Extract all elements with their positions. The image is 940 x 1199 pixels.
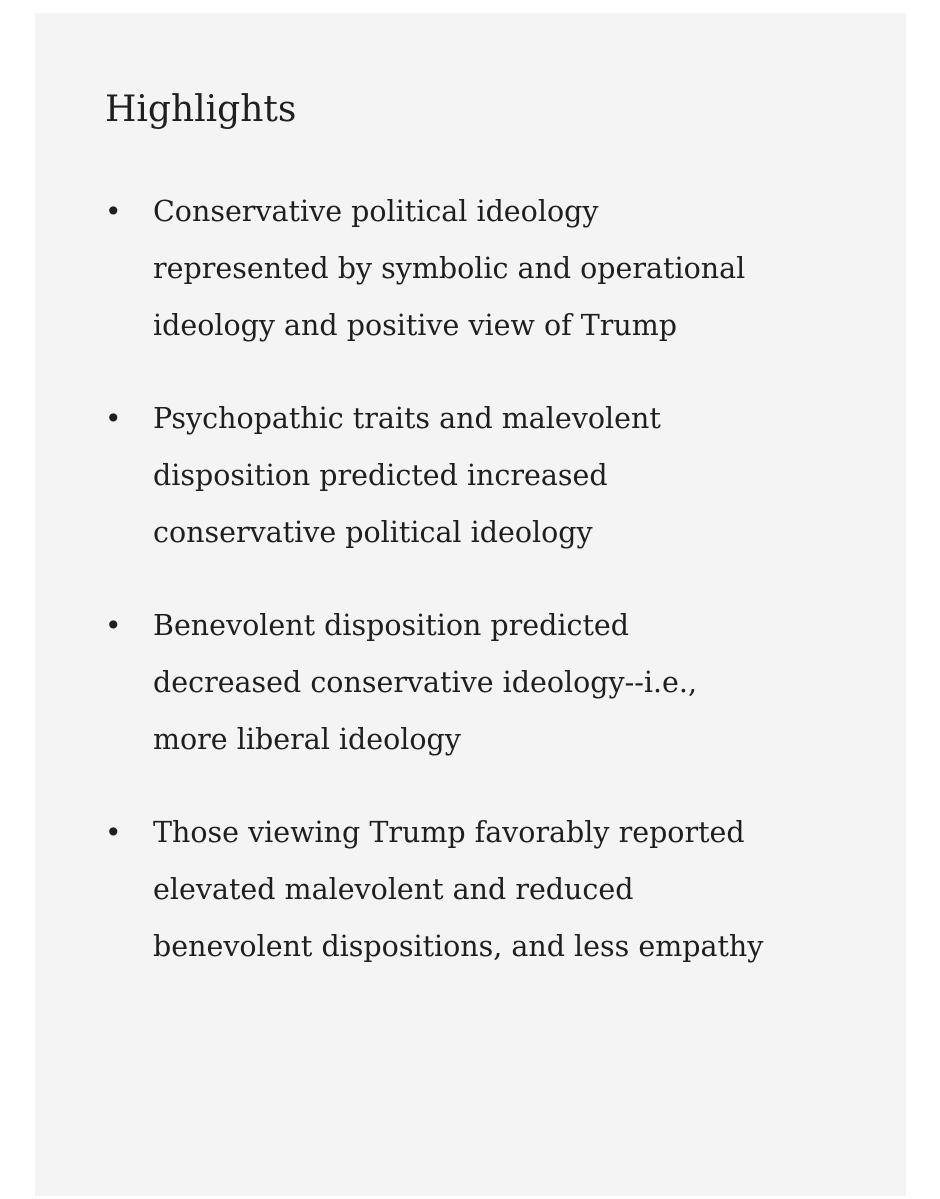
- bullet-icon: •: [105, 402, 122, 435]
- highlight-text: Benevolent disposition predicted decreased conservative ideology--i.e., more liberal ideology: [153, 609, 698, 756]
- bullet-icon: •: [105, 609, 122, 642]
- highlight-text: Conservative political ideology represented by symbolic and operational ideology and positive view of Trump: [153, 195, 746, 342]
- highlights-title: Highlights: [105, 89, 297, 130]
- highlight-text: Those viewing Trump favorably reported elevated malevolent and reduced benevolent dispositions, and less empathy: [153, 816, 764, 963]
- highlight-item-2: [105, 390, 773, 561]
- highlight-item-4: [105, 804, 773, 975]
- highlights-list: [105, 183, 846, 975]
- bullet-icon: •: [105, 816, 122, 849]
- highlights-panel: [35, 13, 906, 1196]
- highlight-item-3: [105, 597, 773, 768]
- bullet-icon: •: [105, 195, 122, 228]
- highlight-text: Psychopathic traits and malevolent disposition predicted increased conservative political ideology: [153, 402, 661, 549]
- highlight-item-1: [105, 183, 773, 354]
